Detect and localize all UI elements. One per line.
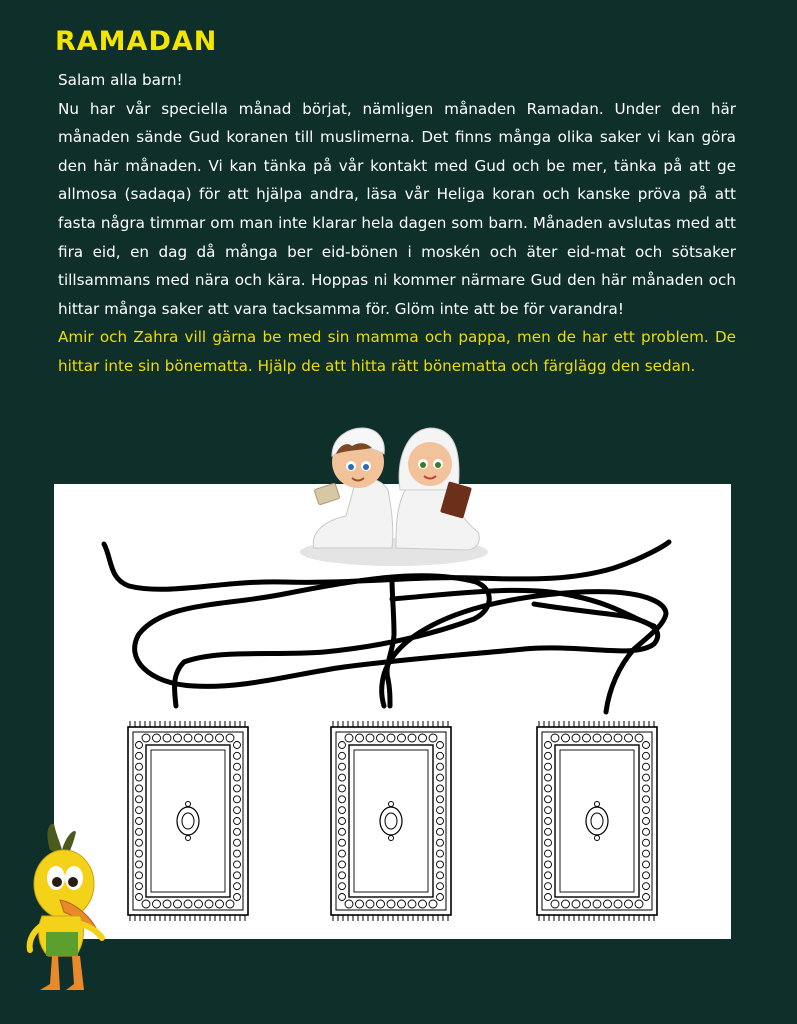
article-text (58, 66, 736, 381)
greeting-text: Salam alla barn! (58, 71, 183, 89)
prayer-rug-right[interactable] (537, 721, 657, 921)
instruction-text: Amir och Zahra vill gärna be med sin mamma och pappa, men de har ett problem. De hittar inte sin bönematta. Hjälp de att hitta rätt bönematta och färglägg den sedan. (58, 328, 736, 375)
girl-figure (396, 428, 479, 550)
bird-mascot-illustration (20, 820, 106, 998)
prayer-rug-middle[interactable] (331, 721, 451, 921)
kids-illustration (296, 420, 492, 570)
prayer-rug-left[interactable] (128, 721, 248, 921)
page-title: RAMADAN (55, 26, 218, 57)
intro-text: Nu har vår speciella månad börjat, nämligen månaden Ramadan. Under den här månaden sände Gud koranen till muslimerna. Det finns många olika saker vi kan göra den här månaden. Vi kan tänka på vår kontakt med Gud och be mer, tänka på att ge allmosa (sadaqa) för att hjälpa andra, läsa vår Heliga koran och kanske pröva på att fasta några timmar om man inte klarar hela dagen som barn. Månaden avslutas med att fira eid, en dag då många ber eid-bönen i moskén och äter eid-mat och sötsaker tillsammans med nära och kära. Hoppas ni kommer närmare Gud den här månaden och hittar många saker att vara tacksamma för. Glöm inte att be för varandra! (58, 99, 736, 318)
boy-figure (313, 428, 392, 548)
